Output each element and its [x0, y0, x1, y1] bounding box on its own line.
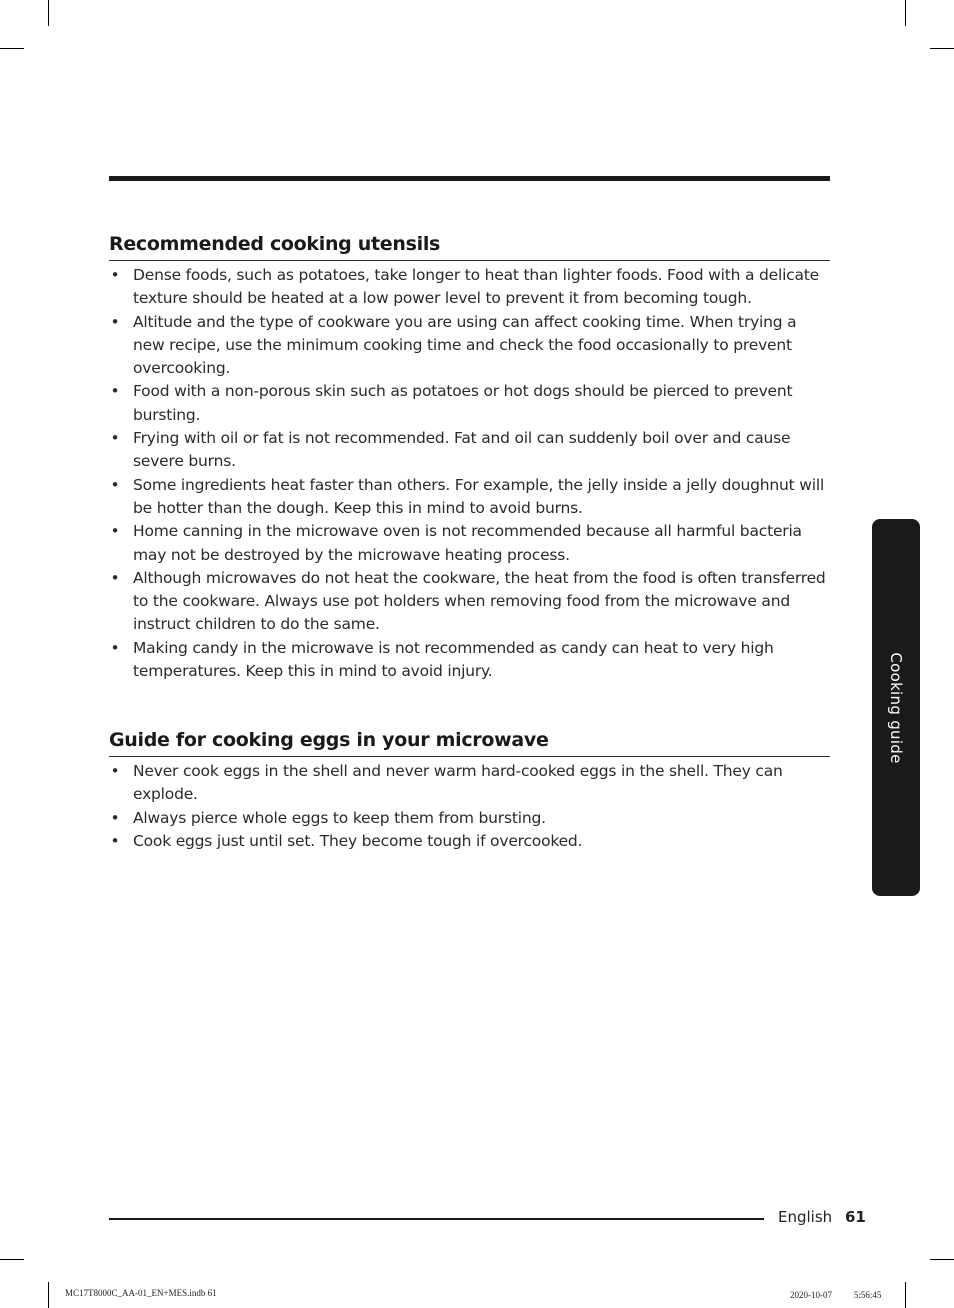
- bullet-list: [109, 760, 830, 853]
- crop-mark: [48, 1282, 49, 1308]
- list-item: • Food with a non-porous skin such as potatoes or hot dogs should be pierced to prevent bursting.: [110, 382, 793, 424]
- section-title: Recommended cooking utensils: [109, 232, 830, 261]
- bullet-icon: •: [110, 312, 120, 331]
- bullet-icon: •: [110, 808, 120, 827]
- list-item: • Frying with oil or fat is not recommended. Fat and oil can suddenly boil over and cause severe burns.: [110, 429, 791, 471]
- bullet-icon: •: [110, 568, 120, 587]
- section-cooking-utensils: [109, 232, 830, 683]
- crop-mark: [48, 0, 49, 26]
- bullet-icon: •: [110, 831, 120, 850]
- header-rule: [109, 176, 830, 181]
- bullet-icon: •: [110, 475, 120, 494]
- section-cooking-eggs: [109, 728, 830, 853]
- bullet-icon: •: [110, 382, 120, 401]
- list-item: • Cook eggs just until set. They become tough if overcooked.: [109, 830, 830, 853]
- list-item: • Dense foods, such as potatoes, take longer to heat than lighter foods. Food with a delicate texture should be heated at a low power level to prevent it from becoming tough.: [110, 266, 820, 308]
- bullet-icon: •: [110, 522, 120, 541]
- crop-mark: [0, 1259, 24, 1260]
- list-item: • Always pierce whole eggs to keep them from bursting.: [109, 807, 830, 830]
- list-item: • Although microwaves do not heat the cookware, the heat from the food is often transferred to the cookware. Always use pot holders when removing food from the microwave and instruct children to do the same.: [110, 568, 826, 634]
- crop-mark: [905, 1282, 906, 1308]
- list-item: • Home canning in the microwave oven is not recommended because all harmful bacteria may not be destroyed by the microwave heating process.: [110, 522, 802, 564]
- chapter-tab-label: Cooking guide: [887, 651, 905, 764]
- crop-mark: [905, 0, 906, 26]
- crop-mark: [930, 1259, 954, 1260]
- bullet-icon: •: [110, 429, 120, 448]
- bullet-icon: •: [110, 762, 120, 780]
- crop-mark: [0, 48, 24, 49]
- page-number: 61: [845, 1208, 866, 1226]
- list-item: • Altitude and the type of cookware you are using can affect cooking time. When trying a new recipe, use the minimum cooking time and check the food occasionally to prevent overcooking.: [110, 312, 797, 378]
- footer-rule: [109, 1218, 764, 1220]
- print-timestamp: 2020-10-07 ㅤㅤ 5:56:45: [790, 1290, 882, 1300]
- list-item: • Making candy in the microwave is not recommended as candy can heat to very high temperatures. Keep this in mind to avoid injury.: [110, 638, 774, 681]
- bullet-icon: •: [110, 638, 120, 657]
- bullet-icon: •: [110, 266, 120, 284]
- list-item: • Some ingredients heat faster than others. For example, the jelly inside a jelly doughnut will be hotter than the dough. Keep this in mind to avoid burns.: [110, 475, 825, 517]
- section-title: Guide for cooking eggs in your microwave: [109, 728, 830, 757]
- list-item: • Never cook eggs in the shell and never warm hard-cooked eggs in the shell. They can explode.: [110, 762, 783, 804]
- bullet-list: [109, 264, 830, 683]
- crop-mark: [930, 48, 954, 49]
- footer-language: English: [778, 1208, 833, 1226]
- chapter-tab: [872, 519, 920, 896]
- print-file-info: MC17T8000C_AA-01_EN+MES.indb 61: [65, 1288, 217, 1298]
